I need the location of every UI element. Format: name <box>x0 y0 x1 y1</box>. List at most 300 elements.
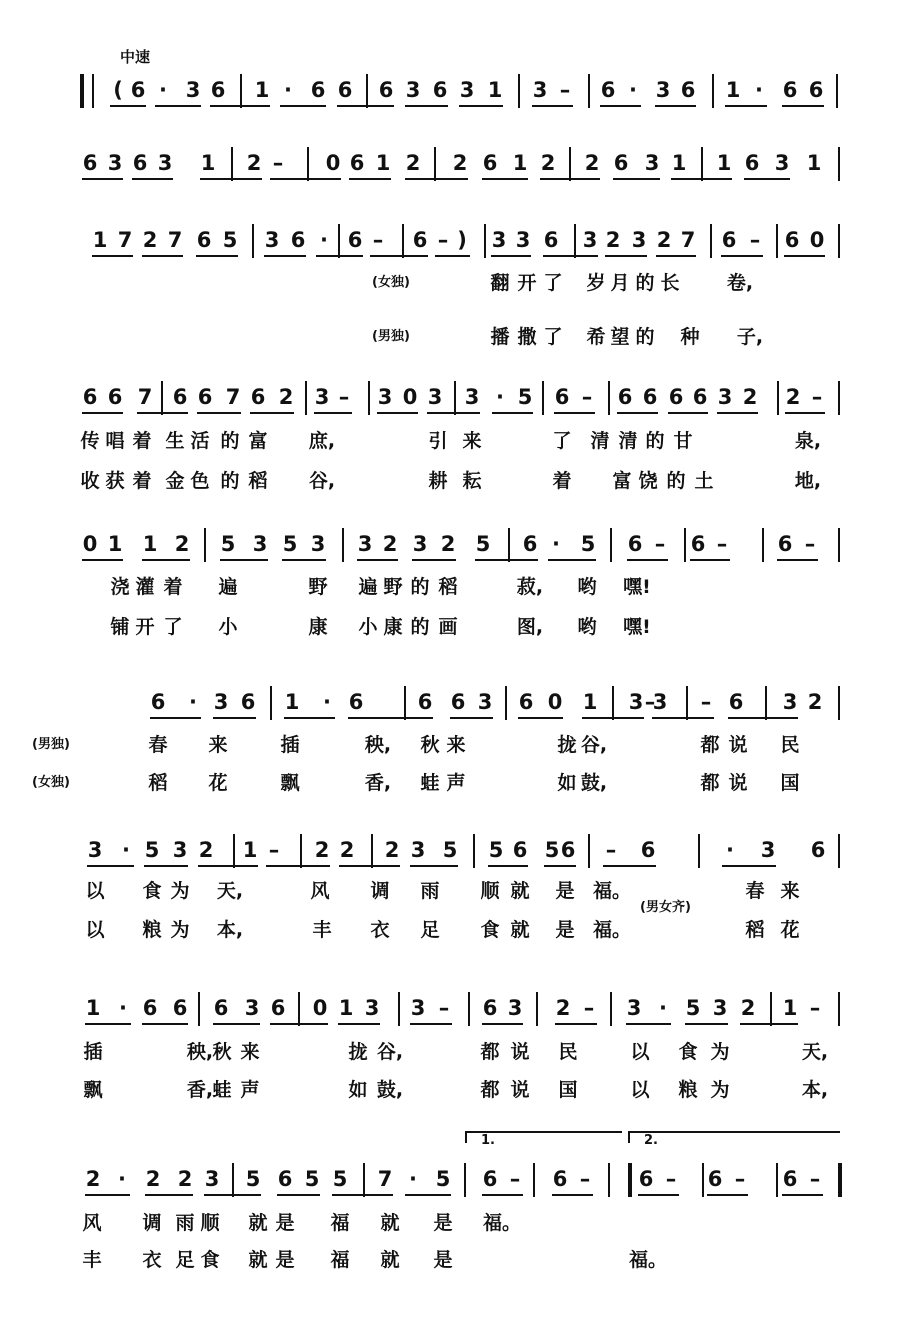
note: 3 <box>782 690 798 714</box>
lyric-syllable: 春 <box>148 734 168 756</box>
lyric-syllable: 开 <box>517 272 537 294</box>
note: 6 <box>310 78 326 102</box>
lyric-syllable: 蛙 <box>212 1079 232 1101</box>
lyric-syllable: 画 <box>438 616 458 638</box>
barline <box>270 686 272 720</box>
dot: · <box>629 78 637 102</box>
lyric-syllable: 引 <box>428 430 448 452</box>
note: 6 <box>349 151 365 175</box>
barline <box>686 686 688 720</box>
voice-tag: (男女齐) <box>640 900 691 915</box>
note: 0 <box>809 228 825 252</box>
lyric-syllable: 福 <box>330 1249 350 1271</box>
lyric-syllable: 福。 <box>592 919 632 941</box>
note: 6 <box>378 78 394 102</box>
lyric-syllable: 春 <box>745 880 765 902</box>
lyric-syllable: 稻 <box>248 470 268 492</box>
lyric-syllable: 蛙 <box>420 772 440 794</box>
note: 6 <box>707 1167 723 1191</box>
barline <box>588 74 590 108</box>
note: 3 <box>213 690 229 714</box>
dash-note: – <box>716 532 728 556</box>
lyric-syllable: 是 <box>433 1249 453 1271</box>
note: 7 <box>137 385 153 409</box>
lyric-syllable: 的 <box>666 470 686 492</box>
note: 1 <box>338 996 354 1020</box>
lyric-syllable: 说 <box>510 1079 530 1101</box>
lyric-syllable: 了 <box>163 616 183 638</box>
note: 3 <box>314 385 330 409</box>
barline <box>368 381 370 415</box>
lyric-syllable: 色 <box>190 470 210 492</box>
note: 3 <box>532 78 548 102</box>
lyric-syllable: 卷, <box>726 272 754 294</box>
lyric-syllable: 本, <box>216 919 244 941</box>
dash-note: – <box>809 1167 821 1191</box>
dash-note: – <box>734 1167 746 1191</box>
lyric-syllable: 着 <box>163 576 183 598</box>
voice-tag: (男独) <box>372 329 410 344</box>
lyric-syllable: 拢 <box>557 734 577 756</box>
lyric-syllable: 富 <box>248 430 268 452</box>
lyric-syllable: 以 <box>630 1079 650 1101</box>
barline <box>702 1163 704 1197</box>
lyric-syllable: 富 <box>612 470 632 492</box>
lyric-syllable: 飘 <box>280 772 300 794</box>
lyric-syllable: 为 <box>710 1079 730 1101</box>
note: 3 <box>459 78 475 102</box>
note: 3 <box>377 385 393 409</box>
lyric-syllable: 稻 <box>148 772 168 794</box>
note: 1 <box>375 151 391 175</box>
lyric-syllable: 为 <box>170 919 190 941</box>
dash-note: – <box>605 838 617 862</box>
lyric-syllable: 翻 <box>490 272 510 294</box>
repeat-start-bar <box>80 74 84 108</box>
dot: · <box>323 690 331 714</box>
dot: · <box>755 78 763 102</box>
lyric-syllable: 着 <box>132 470 152 492</box>
note: 6 <box>172 385 188 409</box>
barline <box>342 528 344 562</box>
note: 3 <box>107 151 123 175</box>
barline <box>505 686 507 720</box>
lyric-syllable: 声 <box>240 1079 260 1101</box>
barline <box>569 147 571 181</box>
barline <box>770 992 772 1026</box>
note: 5 <box>435 1167 451 1191</box>
lyric-syllable: 铺 <box>110 616 130 638</box>
barline <box>473 834 475 868</box>
lyric-syllable: 是 <box>433 1212 453 1234</box>
lyric-syllable: 望 <box>610 326 630 348</box>
lyric-syllable: 都 <box>700 772 720 794</box>
lyric-syllable: 嘿! <box>623 576 651 598</box>
lyric-syllable: 衣 <box>142 1249 162 1271</box>
barline <box>300 834 302 868</box>
barline <box>684 528 686 562</box>
note: 0 <box>312 996 328 1020</box>
dash-note: – <box>372 228 384 252</box>
barline <box>231 147 233 181</box>
lyric-syllable: 都 <box>480 1041 500 1063</box>
lyric-syllable: 丰 <box>82 1249 102 1271</box>
note: 3 <box>717 385 733 409</box>
dash-note: – <box>581 385 593 409</box>
lyric-syllable: 就 <box>248 1249 268 1271</box>
lyric-syllable: 拢 <box>348 1041 368 1063</box>
dot: · <box>726 838 734 862</box>
lyric-syllable: 就 <box>510 919 530 941</box>
barline <box>628 1163 632 1197</box>
note: 6 <box>638 1167 654 1191</box>
note: ) <box>457 228 467 252</box>
note: 2 <box>177 1167 193 1191</box>
lyric-syllable: 花 <box>208 772 228 794</box>
barline <box>838 528 840 562</box>
note: 3 <box>364 996 380 1020</box>
note: 1 <box>725 78 741 102</box>
lyric-syllable: 金 <box>165 470 185 492</box>
note: 6 <box>417 690 433 714</box>
lyric-syllable: 秧, <box>186 1041 214 1063</box>
note: 6 <box>680 78 696 102</box>
note: 6 <box>690 532 706 556</box>
dash-note: – <box>665 1167 677 1191</box>
lyric-syllable: 鼓, <box>580 772 608 794</box>
barline <box>838 147 840 181</box>
volta-bracket <box>628 1131 840 1148</box>
note: 3 <box>157 151 173 175</box>
note: 5 <box>245 1167 261 1191</box>
barline <box>838 992 840 1026</box>
barline <box>402 224 404 258</box>
note: 6 <box>277 1167 293 1191</box>
note: 2 <box>85 1167 101 1191</box>
barline <box>240 74 242 108</box>
lyric-syllable: 稻 <box>438 576 458 598</box>
lyric-syllable: 的 <box>220 470 240 492</box>
note: 3 <box>244 996 260 1020</box>
lyric-syllable: 岁 <box>586 272 606 294</box>
barline <box>398 992 400 1026</box>
note: 6 <box>627 532 643 556</box>
barline <box>765 686 767 720</box>
note: 1 <box>200 151 216 175</box>
lyric-syllable: 鼓, <box>376 1079 404 1101</box>
lyric-syllable: 都 <box>480 1079 500 1101</box>
note: 6 <box>197 385 213 409</box>
lyric-syllable: 食 <box>480 919 500 941</box>
barline <box>533 1163 535 1197</box>
lyric-syllable: 以 <box>630 1041 650 1063</box>
lyric-syllable: 插 <box>280 734 300 756</box>
dash-note: – <box>338 385 350 409</box>
lyric-syllable: 福。 <box>482 1212 522 1234</box>
note: 3 <box>631 228 647 252</box>
dash-note: – <box>559 78 571 102</box>
note: 7 <box>680 228 696 252</box>
note: 6 <box>613 151 629 175</box>
note: 6 <box>552 1167 568 1191</box>
note: 0 <box>82 532 98 556</box>
lyric-syllable: 饶 <box>638 470 658 492</box>
note: 6 <box>348 690 364 714</box>
lyric-syllable: 野 <box>308 576 328 598</box>
repeat-start-bar-thin <box>92 74 94 108</box>
lyric-syllable: 耘 <box>462 470 482 492</box>
lyric-syllable: 播 <box>490 326 510 348</box>
note: 2 <box>740 996 756 1020</box>
note: 1 <box>92 228 108 252</box>
barline <box>363 1163 365 1197</box>
lyric-syllable: 福 <box>330 1212 350 1234</box>
lyric-syllable: 的 <box>635 272 655 294</box>
barline <box>612 686 614 720</box>
lyric-syllable: 食 <box>678 1041 698 1063</box>
note: 6 <box>482 151 498 175</box>
lyric-syllable: 浇 <box>110 576 130 598</box>
note: 6 <box>290 228 306 252</box>
note: 6 <box>560 838 576 862</box>
note: 1 <box>242 838 258 862</box>
note: 6 <box>213 996 229 1020</box>
lyric-syllable: 康 <box>308 616 328 638</box>
lyric-syllable: 香, <box>186 1079 214 1101</box>
note: 3 <box>310 532 326 556</box>
lyric-syllable: 哟 <box>577 616 597 638</box>
note: 5 <box>580 532 596 556</box>
note: 5 <box>144 838 160 862</box>
lyric-syllable: 稻 <box>745 919 765 941</box>
note: 3 <box>628 690 644 714</box>
note: 3 <box>410 996 426 1020</box>
lyric-syllable: 天, <box>216 880 244 902</box>
note: 6 <box>270 996 286 1020</box>
barline <box>836 74 838 108</box>
note: 6 <box>640 838 656 862</box>
lyric-syllable: 国 <box>780 772 800 794</box>
note: 1 <box>582 690 598 714</box>
lyric-syllable: 天, <box>801 1041 829 1063</box>
volta-number: 2. <box>644 1133 658 1148</box>
lyric-syllable: 衣 <box>370 919 390 941</box>
barline <box>366 74 368 108</box>
dash-note: – <box>583 996 595 1020</box>
dash-note: – <box>272 151 284 175</box>
lyric-syllable: 的 <box>645 430 665 452</box>
barline <box>233 834 235 868</box>
lyric-syllable: 说 <box>728 734 748 756</box>
note: 6 <box>130 78 146 102</box>
note: 5 <box>222 228 238 252</box>
lyric-syllable: 着 <box>132 430 152 452</box>
lyric-syllable: 图, <box>516 616 544 638</box>
note: 5 <box>685 996 701 1020</box>
beam-lines <box>0 1167 911 1227</box>
note: 3 <box>252 532 268 556</box>
lyric-syllable: 声 <box>446 772 466 794</box>
voice-tag: (男独) <box>32 737 70 752</box>
barline <box>508 528 510 562</box>
lyric-syllable: 就 <box>510 880 530 902</box>
voice-tag: (女独) <box>32 775 70 790</box>
lyric-syllable: 了 <box>543 272 563 294</box>
note: 7 <box>225 385 241 409</box>
note: 1 <box>512 151 528 175</box>
lyric-syllable: 哟 <box>577 576 597 598</box>
lyric-syllable: 谷, <box>308 470 336 492</box>
note: 5 <box>517 385 533 409</box>
dash-note: – <box>437 228 449 252</box>
note: 3 <box>644 151 660 175</box>
note: 3 <box>464 385 480 409</box>
lyric-syllable: 传 <box>80 430 100 452</box>
barline <box>371 834 373 868</box>
lyric-syllable: 康 <box>383 616 403 638</box>
barline <box>608 381 610 415</box>
barline <box>307 147 309 181</box>
lyric-syllable: 为 <box>170 880 190 902</box>
note: 3 <box>477 690 493 714</box>
lyric-syllable: 小 <box>218 616 238 638</box>
lyric-syllable: 来 <box>240 1041 260 1063</box>
note: 6 <box>150 690 166 714</box>
note: 6 <box>482 1167 498 1191</box>
dash-note: – <box>654 532 666 556</box>
lyric-syllable: 耕 <box>428 470 448 492</box>
note: 6 <box>82 151 98 175</box>
note: 2 <box>555 996 571 1020</box>
note: 2 <box>246 151 262 175</box>
barline <box>298 992 300 1026</box>
lyric-syllable: 香, <box>364 772 392 794</box>
note: 6 <box>210 78 226 102</box>
lyric-syllable: 月 <box>610 272 630 294</box>
barline <box>574 224 576 258</box>
note: 2 <box>198 838 214 862</box>
lyric-syllable: 来 <box>208 734 228 756</box>
barline <box>198 992 200 1026</box>
barline <box>838 381 840 415</box>
note: 1 <box>487 78 503 102</box>
lyric-syllable: 顺 <box>480 880 500 902</box>
barline <box>776 1163 778 1197</box>
lyric-syllable: 粮 <box>678 1079 698 1101</box>
lyric-syllable: 的 <box>410 576 430 598</box>
note: 3 <box>507 996 523 1020</box>
dash-note: – <box>268 838 280 862</box>
lyric-syllable: 秧, <box>364 734 392 756</box>
lyric-syllable: 风 <box>82 1212 102 1234</box>
dot: · <box>189 690 197 714</box>
beam-lines <box>0 228 911 288</box>
beam-lines <box>0 996 911 1056</box>
barline <box>434 147 436 181</box>
barline <box>542 381 544 415</box>
dash-note: – <box>811 385 823 409</box>
lyric-syllable: 以 <box>85 880 105 902</box>
note: 6 <box>808 78 824 102</box>
lyric-syllable: 飘 <box>83 1079 103 1101</box>
lyric-syllable: 说 <box>728 772 748 794</box>
note: 2 <box>382 532 398 556</box>
note: 2 <box>540 151 556 175</box>
note: 6 <box>412 228 428 252</box>
dash-note: – <box>644 690 656 714</box>
note: 2 <box>174 532 190 556</box>
lyric-syllable: 来 <box>780 880 800 902</box>
lyric-syllable: 都 <box>700 734 720 756</box>
note: 3 <box>412 532 428 556</box>
lyric-syllable: 清 <box>590 430 610 452</box>
barline <box>204 528 206 562</box>
lyric-syllable: 的 <box>410 616 430 638</box>
barline <box>712 74 714 108</box>
lyric-syllable: 民 <box>558 1041 578 1063</box>
note: 6 <box>810 838 826 862</box>
note: 3 <box>652 690 668 714</box>
dot: · <box>552 532 560 556</box>
note: 5 <box>442 838 458 862</box>
lyric-syllable: 遍 <box>358 576 378 598</box>
note: 6 <box>782 1167 798 1191</box>
lyric-syllable: 庶, <box>308 430 336 452</box>
note: 6 <box>450 690 466 714</box>
lyric-syllable: 顺 <box>200 1212 220 1234</box>
lyric-syllable: 如 <box>557 772 577 794</box>
note: 2 <box>785 385 801 409</box>
note: 2 <box>584 151 600 175</box>
lyric-syllable: 野 <box>383 576 403 598</box>
dot: · <box>320 228 328 252</box>
note: 2 <box>742 385 758 409</box>
note: 6 <box>196 228 212 252</box>
lyric-syllable: 福。 <box>592 880 632 902</box>
note: 5 <box>282 532 298 556</box>
lyric-syllable: 调 <box>370 880 390 902</box>
lyric-syllable: 食 <box>200 1249 220 1271</box>
voice-tag: (女独) <box>372 275 410 290</box>
note: 3 <box>515 228 531 252</box>
dot: · <box>409 1167 417 1191</box>
barline <box>838 224 840 258</box>
lyric-syllable: 是 <box>275 1212 295 1234</box>
lyric-syllable: 丰 <box>312 919 332 941</box>
note: 2 <box>314 838 330 862</box>
note: 3 <box>491 228 507 252</box>
barline <box>305 381 307 415</box>
note: 6 <box>782 78 798 102</box>
note: 6 <box>692 385 708 409</box>
lyric-syllable: 甘 <box>673 430 693 452</box>
lyric-syllable: 了 <box>543 326 563 348</box>
barline <box>484 224 486 258</box>
note: 1 <box>142 532 158 556</box>
note: 2 <box>339 838 355 862</box>
barline <box>701 147 703 181</box>
note: 1 <box>671 151 687 175</box>
dash-note: – <box>749 228 761 252</box>
barline <box>777 381 779 415</box>
note: 3 <box>357 532 373 556</box>
lyric-syllable: 灌 <box>135 576 155 598</box>
note: 2 <box>656 228 672 252</box>
note: 2 <box>384 838 400 862</box>
barline <box>338 224 340 258</box>
lyric-syllable: 本, <box>801 1079 829 1101</box>
note: ( <box>113 78 123 102</box>
